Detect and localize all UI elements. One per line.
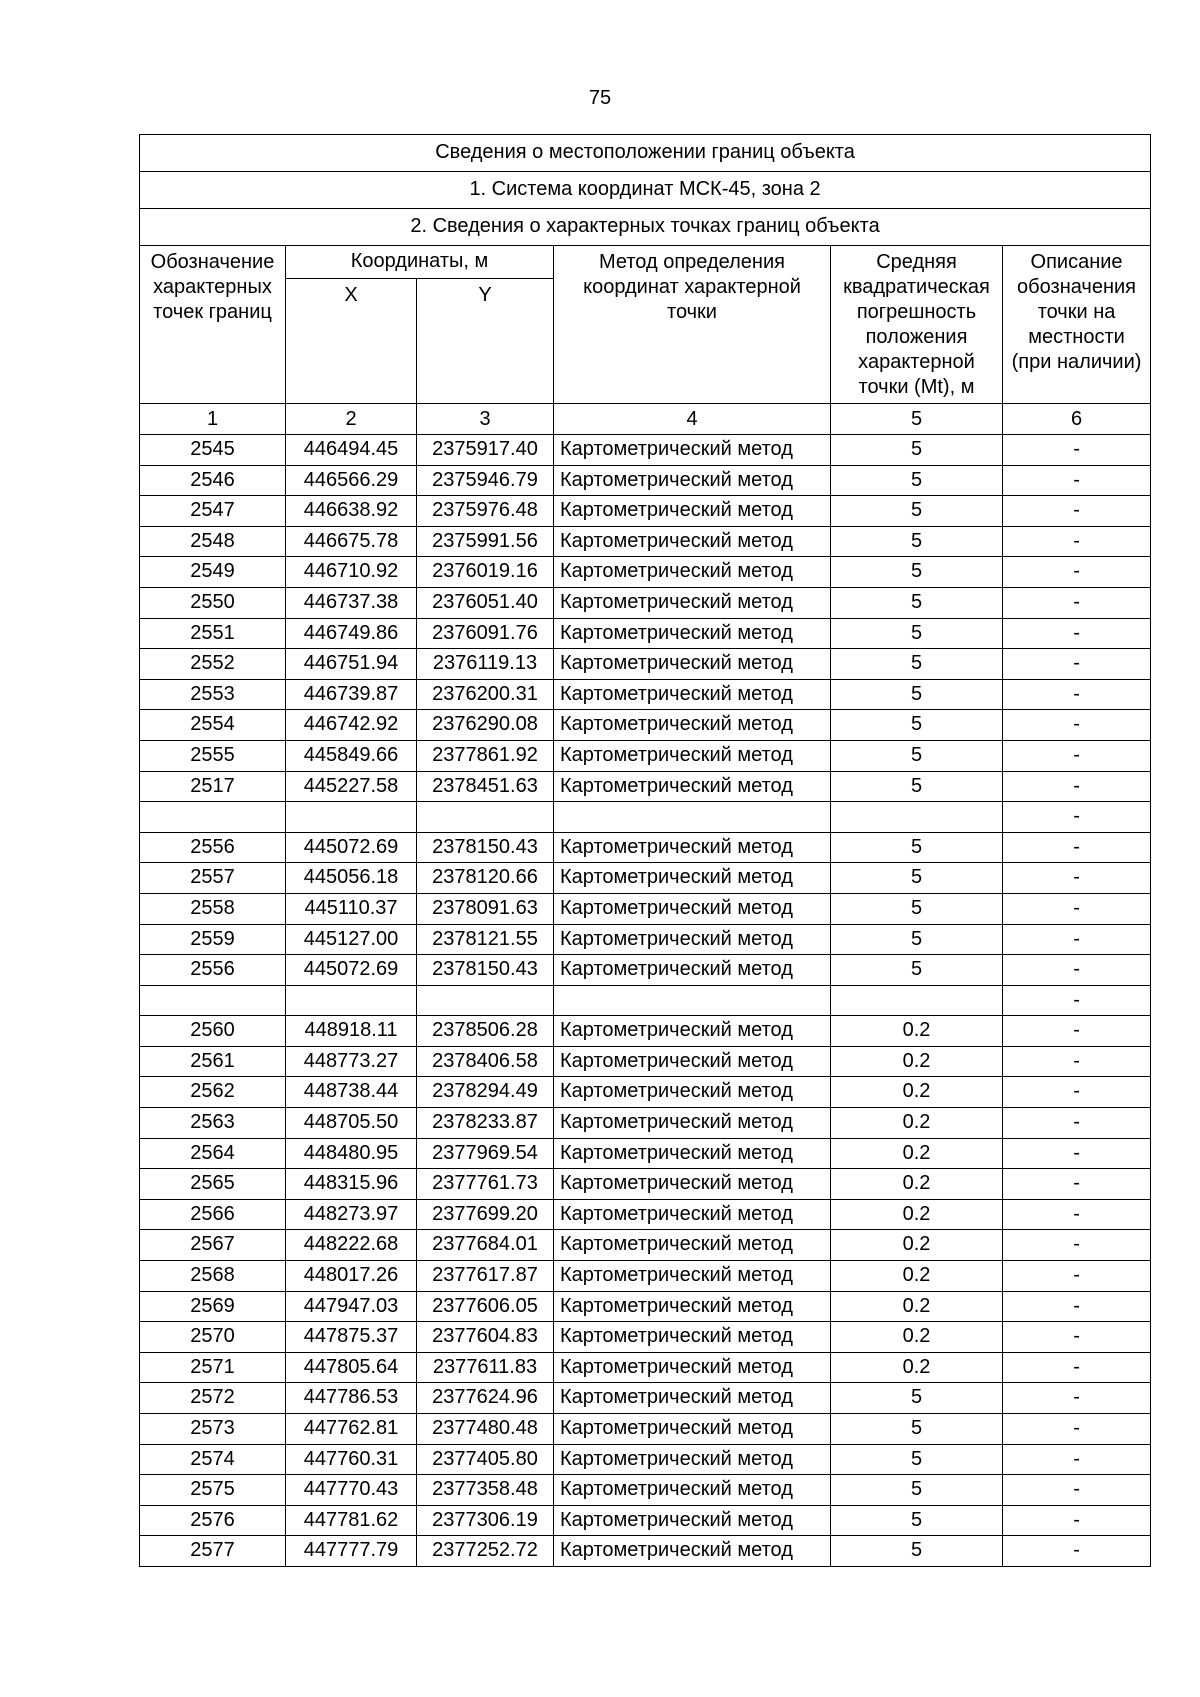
method-cell: Картометрический метод xyxy=(554,526,831,557)
description-cell: - xyxy=(1003,1138,1151,1169)
description-cell: - xyxy=(1003,435,1151,466)
table-body xyxy=(140,135,1151,1567)
error-cell: 5 xyxy=(831,893,1003,924)
y-cell: 2377861.92 xyxy=(417,740,554,771)
x-cell xyxy=(286,802,417,833)
description-cell: - xyxy=(1003,1108,1151,1139)
y-cell: 2377306.19 xyxy=(417,1505,554,1536)
table-row xyxy=(140,1108,1151,1139)
description-cell: - xyxy=(1003,985,1151,1016)
y-cell: 2378506.28 xyxy=(417,1016,554,1047)
y-cell: 2376019.16 xyxy=(417,557,554,588)
error-cell: 5 xyxy=(831,740,1003,771)
description-cell: - xyxy=(1003,710,1151,741)
point-cell: 2547 xyxy=(140,496,286,527)
method-cell: Картометрический метод xyxy=(554,679,831,710)
x-cell: 445072.69 xyxy=(286,832,417,863)
table-row xyxy=(140,1046,1151,1077)
table-row xyxy=(140,1169,1151,1200)
table-row xyxy=(140,465,1151,496)
point-cell: 2561 xyxy=(140,1046,286,1077)
x-cell: 446638.92 xyxy=(286,496,417,527)
error-cell: 0.2 xyxy=(831,1230,1003,1261)
point-cell xyxy=(140,985,286,1016)
description-cell: - xyxy=(1003,1077,1151,1108)
point-cell: 2545 xyxy=(140,435,286,466)
table-row xyxy=(140,924,1151,955)
method-cell: Картометрический метод xyxy=(554,1291,831,1322)
y-cell: 2378451.63 xyxy=(417,771,554,802)
method-cell: Картометрический метод xyxy=(554,1230,831,1261)
header-coordinates: Координаты, м xyxy=(286,246,554,279)
error-cell: 0.2 xyxy=(831,1046,1003,1077)
x-cell: 447786.53 xyxy=(286,1383,417,1414)
table-row xyxy=(140,832,1151,863)
description-cell: - xyxy=(1003,618,1151,649)
description-cell: - xyxy=(1003,526,1151,557)
error-cell: 5 xyxy=(831,924,1003,955)
error-cell: 5 xyxy=(831,496,1003,527)
header-method: Метод определения координат характерной точки xyxy=(554,246,831,404)
point-cell: 2573 xyxy=(140,1414,286,1445)
method-cell: Картометрический метод xyxy=(554,1138,831,1169)
y-cell: 2376051.40 xyxy=(417,587,554,618)
y-cell: 2375991.56 xyxy=(417,526,554,557)
x-cell xyxy=(286,985,417,1016)
boundary-points-table xyxy=(139,134,1151,1567)
point-cell: 2567 xyxy=(140,1230,286,1261)
table-row xyxy=(140,679,1151,710)
description-cell: - xyxy=(1003,557,1151,588)
table-row xyxy=(140,710,1151,741)
x-cell: 448705.50 xyxy=(286,1108,417,1139)
x-cell: 447875.37 xyxy=(286,1322,417,1353)
table-row xyxy=(140,740,1151,771)
y-cell: 2377252.72 xyxy=(417,1536,554,1567)
y-cell: 2377684.01 xyxy=(417,1230,554,1261)
error-cell: 0.2 xyxy=(831,1322,1003,1353)
method-cell: Картометрический метод xyxy=(554,1108,831,1139)
table-row xyxy=(140,1536,1151,1567)
y-cell: 2377611.83 xyxy=(417,1352,554,1383)
x-cell: 445227.58 xyxy=(286,771,417,802)
method-cell: Картометрический метод xyxy=(554,924,831,955)
y-cell: 2376290.08 xyxy=(417,710,554,741)
column-number: 3 xyxy=(417,404,554,435)
page-number: 75 xyxy=(588,87,612,109)
y-cell: 2377624.96 xyxy=(417,1383,554,1414)
point-cell: 2560 xyxy=(140,1016,286,1047)
method-cell: Картометрический метод xyxy=(554,1077,831,1108)
point-cell: 2556 xyxy=(140,955,286,986)
y-cell: 2378121.55 xyxy=(417,924,554,955)
description-cell: - xyxy=(1003,1261,1151,1292)
points-section-row xyxy=(140,209,1151,246)
error-cell: 0.2 xyxy=(831,1261,1003,1292)
x-cell: 448222.68 xyxy=(286,1230,417,1261)
point-cell: 2566 xyxy=(140,1199,286,1230)
description-cell: - xyxy=(1003,496,1151,527)
point-cell: 2570 xyxy=(140,1322,286,1353)
error-cell: 5 xyxy=(831,618,1003,649)
method-cell: Картометрический метод xyxy=(554,1016,831,1047)
point-cell: 2563 xyxy=(140,1108,286,1139)
point-cell: 2557 xyxy=(140,863,286,894)
point-cell: 2562 xyxy=(140,1077,286,1108)
description-cell: - xyxy=(1003,465,1151,496)
point-cell: 2568 xyxy=(140,1261,286,1292)
method-cell: Картометрический метод xyxy=(554,1169,831,1200)
error-cell: 5 xyxy=(831,863,1003,894)
header-description: Описание обозначения точки на местности (при наличии) xyxy=(1003,246,1151,404)
method-cell: Картометрический метод xyxy=(554,1383,831,1414)
header-error: Средняя квадратическая погрешность положения характерной точки (Mt), м xyxy=(831,246,1003,404)
x-cell: 448480.95 xyxy=(286,1138,417,1169)
point-cell: 2576 xyxy=(140,1505,286,1536)
description-cell: - xyxy=(1003,1169,1151,1200)
error-cell: 5 xyxy=(831,771,1003,802)
x-cell: 447770.43 xyxy=(286,1475,417,1506)
point-cell: 2553 xyxy=(140,679,286,710)
method-cell: Картометрический метод xyxy=(554,435,831,466)
point-cell: 2564 xyxy=(140,1138,286,1169)
point-cell: 2559 xyxy=(140,924,286,955)
x-cell: 448918.11 xyxy=(286,1016,417,1047)
error-cell: 0.2 xyxy=(831,1138,1003,1169)
table-row xyxy=(140,649,1151,680)
table-row xyxy=(140,771,1151,802)
y-cell xyxy=(417,985,554,1016)
x-cell: 447805.64 xyxy=(286,1352,417,1383)
error-cell: 5 xyxy=(831,1475,1003,1506)
method-cell: Картометрический метод xyxy=(554,1505,831,1536)
y-cell: 2377480.48 xyxy=(417,1414,554,1445)
error-cell: 5 xyxy=(831,1414,1003,1445)
description-cell: - xyxy=(1003,1505,1151,1536)
description-cell: - xyxy=(1003,771,1151,802)
error-cell: 5 xyxy=(831,435,1003,466)
error-cell: 5 xyxy=(831,1505,1003,1536)
description-cell: - xyxy=(1003,1016,1151,1047)
description-cell: - xyxy=(1003,1414,1151,1445)
x-cell: 446751.94 xyxy=(286,649,417,680)
x-cell: 446710.92 xyxy=(286,557,417,588)
point-cell: 2556 xyxy=(140,832,286,863)
point-cell: 2575 xyxy=(140,1475,286,1506)
error-cell: 5 xyxy=(831,1536,1003,1567)
x-cell: 448773.27 xyxy=(286,1046,417,1077)
description-cell: - xyxy=(1003,955,1151,986)
point-cell: 2546 xyxy=(140,465,286,496)
point-cell xyxy=(140,802,286,833)
y-cell: 2378233.87 xyxy=(417,1108,554,1139)
table-row xyxy=(140,1352,1151,1383)
point-cell: 2554 xyxy=(140,710,286,741)
method-cell: Картометрический метод xyxy=(554,1322,831,1353)
y-cell: 2378406.58 xyxy=(417,1046,554,1077)
error-cell: 0.2 xyxy=(831,1199,1003,1230)
description-cell: - xyxy=(1003,893,1151,924)
x-cell: 447947.03 xyxy=(286,1291,417,1322)
y-cell: 2376119.13 xyxy=(417,649,554,680)
method-cell: Картометрический метод xyxy=(554,618,831,649)
y-cell: 2375976.48 xyxy=(417,496,554,527)
description-cell: - xyxy=(1003,863,1151,894)
method-cell: Картометрический метод xyxy=(554,1352,831,1383)
error-cell: 5 xyxy=(831,649,1003,680)
method-cell: Картометрический метод xyxy=(554,1261,831,1292)
table-row xyxy=(140,526,1151,557)
x-cell: 447760.31 xyxy=(286,1444,417,1475)
description-cell: - xyxy=(1003,924,1151,955)
table-row xyxy=(140,1016,1151,1047)
x-cell: 447762.81 xyxy=(286,1414,417,1445)
error-cell: 5 xyxy=(831,1444,1003,1475)
header-designation: Обозначение характерных точек границ xyxy=(140,246,286,404)
point-cell: 2569 xyxy=(140,1291,286,1322)
table-row xyxy=(140,1199,1151,1230)
table-row xyxy=(140,435,1151,466)
table-row xyxy=(140,1414,1151,1445)
header-y: Y xyxy=(417,279,554,404)
error-cell: 0.2 xyxy=(831,1016,1003,1047)
description-cell: - xyxy=(1003,1383,1151,1414)
column-number: 6 xyxy=(1003,404,1151,435)
error-cell: 5 xyxy=(831,557,1003,588)
column-header-row xyxy=(140,246,1151,279)
table-row xyxy=(140,557,1151,588)
y-cell: 2377606.05 xyxy=(417,1291,554,1322)
table-row xyxy=(140,985,1151,1016)
description-cell: - xyxy=(1003,1046,1151,1077)
column-number: 1 xyxy=(140,404,286,435)
error-cell xyxy=(831,802,1003,833)
x-cell: 446739.87 xyxy=(286,679,417,710)
table-row xyxy=(140,496,1151,527)
x-cell: 447777.79 xyxy=(286,1536,417,1567)
points-section-title: 2. Сведения о характерных точках границ объекта xyxy=(140,209,1151,246)
y-cell: 2377604.83 xyxy=(417,1322,554,1353)
x-cell: 448017.26 xyxy=(286,1261,417,1292)
description-cell: - xyxy=(1003,1199,1151,1230)
column-number: 5 xyxy=(831,404,1003,435)
point-cell: 2550 xyxy=(140,587,286,618)
point-cell: 2517 xyxy=(140,771,286,802)
x-cell: 445056.18 xyxy=(286,863,417,894)
method-cell: Картометрический метод xyxy=(554,1475,831,1506)
x-cell: 446737.38 xyxy=(286,587,417,618)
point-cell: 2558 xyxy=(140,893,286,924)
method-cell: Картометрический метод xyxy=(554,955,831,986)
method-cell: Картометрический метод xyxy=(554,740,831,771)
y-cell: 2376091.76 xyxy=(417,618,554,649)
error-cell: 5 xyxy=(831,955,1003,986)
point-cell: 2577 xyxy=(140,1536,286,1567)
x-cell: 445127.00 xyxy=(286,924,417,955)
x-cell: 445849.66 xyxy=(286,740,417,771)
coordinate-system-row xyxy=(140,172,1151,209)
x-cell: 446566.29 xyxy=(286,465,417,496)
method-cell xyxy=(554,802,831,833)
method-cell: Картометрический метод xyxy=(554,771,831,802)
method-cell: Картометрический метод xyxy=(554,587,831,618)
description-cell: - xyxy=(1003,1475,1151,1506)
method-cell: Картометрический метод xyxy=(554,1536,831,1567)
x-cell: 445072.69 xyxy=(286,955,417,986)
description-cell: - xyxy=(1003,1536,1151,1567)
point-cell: 2574 xyxy=(140,1444,286,1475)
method-cell xyxy=(554,985,831,1016)
table-title: Сведения о местоположении границ объекта xyxy=(140,135,1151,172)
coordinate-system-title: 1. Система координат МСК-45, зона 2 xyxy=(140,172,1151,209)
table-row xyxy=(140,618,1151,649)
error-cell: 5 xyxy=(831,465,1003,496)
description-cell: - xyxy=(1003,1322,1151,1353)
description-cell: - xyxy=(1003,1230,1151,1261)
point-cell: 2552 xyxy=(140,649,286,680)
method-cell: Картометрический метод xyxy=(554,496,831,527)
description-cell: - xyxy=(1003,1352,1151,1383)
x-cell: 447781.62 xyxy=(286,1505,417,1536)
y-cell: 2378120.66 xyxy=(417,863,554,894)
point-cell: 2548 xyxy=(140,526,286,557)
x-cell: 448273.97 xyxy=(286,1199,417,1230)
method-cell: Картометрический метод xyxy=(554,465,831,496)
x-cell: 446742.92 xyxy=(286,710,417,741)
point-cell: 2555 xyxy=(140,740,286,771)
table-row xyxy=(140,1444,1151,1475)
y-cell: 2378150.43 xyxy=(417,832,554,863)
table-row xyxy=(140,1475,1151,1506)
method-cell: Картометрический метод xyxy=(554,832,831,863)
table-row xyxy=(140,893,1151,924)
error-cell: 0.2 xyxy=(831,1352,1003,1383)
x-cell: 448315.96 xyxy=(286,1169,417,1200)
x-cell: 448738.44 xyxy=(286,1077,417,1108)
method-cell: Картометрический метод xyxy=(554,893,831,924)
table-row xyxy=(140,1261,1151,1292)
y-cell: 2378091.63 xyxy=(417,893,554,924)
column-number-row xyxy=(140,404,1151,435)
method-cell: Картометрический метод xyxy=(554,649,831,680)
y-cell: 2378150.43 xyxy=(417,955,554,986)
description-cell: - xyxy=(1003,832,1151,863)
y-cell: 2376200.31 xyxy=(417,679,554,710)
method-cell: Картометрический метод xyxy=(554,1199,831,1230)
method-cell: Картометрический метод xyxy=(554,1414,831,1445)
error-cell: 5 xyxy=(831,832,1003,863)
x-cell: 446494.45 xyxy=(286,435,417,466)
y-cell: 2375946.79 xyxy=(417,465,554,496)
point-cell: 2565 xyxy=(140,1169,286,1200)
x-cell: 445110.37 xyxy=(286,893,417,924)
point-cell: 2572 xyxy=(140,1383,286,1414)
y-cell: 2377405.80 xyxy=(417,1444,554,1475)
table-row xyxy=(140,1291,1151,1322)
error-cell xyxy=(831,985,1003,1016)
header-x: X xyxy=(286,279,417,404)
error-cell: 0.2 xyxy=(831,1291,1003,1322)
error-cell: 5 xyxy=(831,526,1003,557)
table-row xyxy=(140,955,1151,986)
table-row xyxy=(140,1505,1151,1536)
method-cell: Картометрический метод xyxy=(554,557,831,588)
y-cell: 2377617.87 xyxy=(417,1261,554,1292)
table-row xyxy=(140,587,1151,618)
y-cell: 2377358.48 xyxy=(417,1475,554,1506)
error-cell: 5 xyxy=(831,587,1003,618)
method-cell: Картометрический метод xyxy=(554,1444,831,1475)
column-number: 4 xyxy=(554,404,831,435)
description-cell: - xyxy=(1003,679,1151,710)
x-cell: 446675.78 xyxy=(286,526,417,557)
description-cell: - xyxy=(1003,649,1151,680)
description-cell: - xyxy=(1003,1444,1151,1475)
method-cell: Картометрический метод xyxy=(554,863,831,894)
table-row xyxy=(140,863,1151,894)
error-cell: 5 xyxy=(831,710,1003,741)
description-cell: - xyxy=(1003,587,1151,618)
x-cell: 446749.86 xyxy=(286,618,417,649)
description-cell: - xyxy=(1003,802,1151,833)
point-cell: 2571 xyxy=(140,1352,286,1383)
method-cell: Картометрический метод xyxy=(554,710,831,741)
y-cell: 2377761.73 xyxy=(417,1169,554,1200)
y-cell: 2378294.49 xyxy=(417,1077,554,1108)
table-row xyxy=(140,1230,1151,1261)
error-cell: 0.2 xyxy=(831,1077,1003,1108)
table-row xyxy=(140,1322,1151,1353)
table-row xyxy=(140,802,1151,833)
column-number: 2 xyxy=(286,404,417,435)
table-row xyxy=(140,1077,1151,1108)
table-row xyxy=(140,1383,1151,1414)
y-cell xyxy=(417,802,554,833)
y-cell: 2377699.20 xyxy=(417,1199,554,1230)
table-row xyxy=(140,1138,1151,1169)
point-cell: 2551 xyxy=(140,618,286,649)
error-cell: 0.2 xyxy=(831,1108,1003,1139)
y-cell: 2375917.40 xyxy=(417,435,554,466)
y-cell: 2377969.54 xyxy=(417,1138,554,1169)
description-cell: - xyxy=(1003,1291,1151,1322)
table-title-row xyxy=(140,135,1151,172)
error-cell: 0.2 xyxy=(831,1169,1003,1200)
point-cell: 2549 xyxy=(140,557,286,588)
description-cell: - xyxy=(1003,740,1151,771)
method-cell: Картометрический метод xyxy=(554,1046,831,1077)
error-cell: 5 xyxy=(831,679,1003,710)
error-cell: 5 xyxy=(831,1383,1003,1414)
